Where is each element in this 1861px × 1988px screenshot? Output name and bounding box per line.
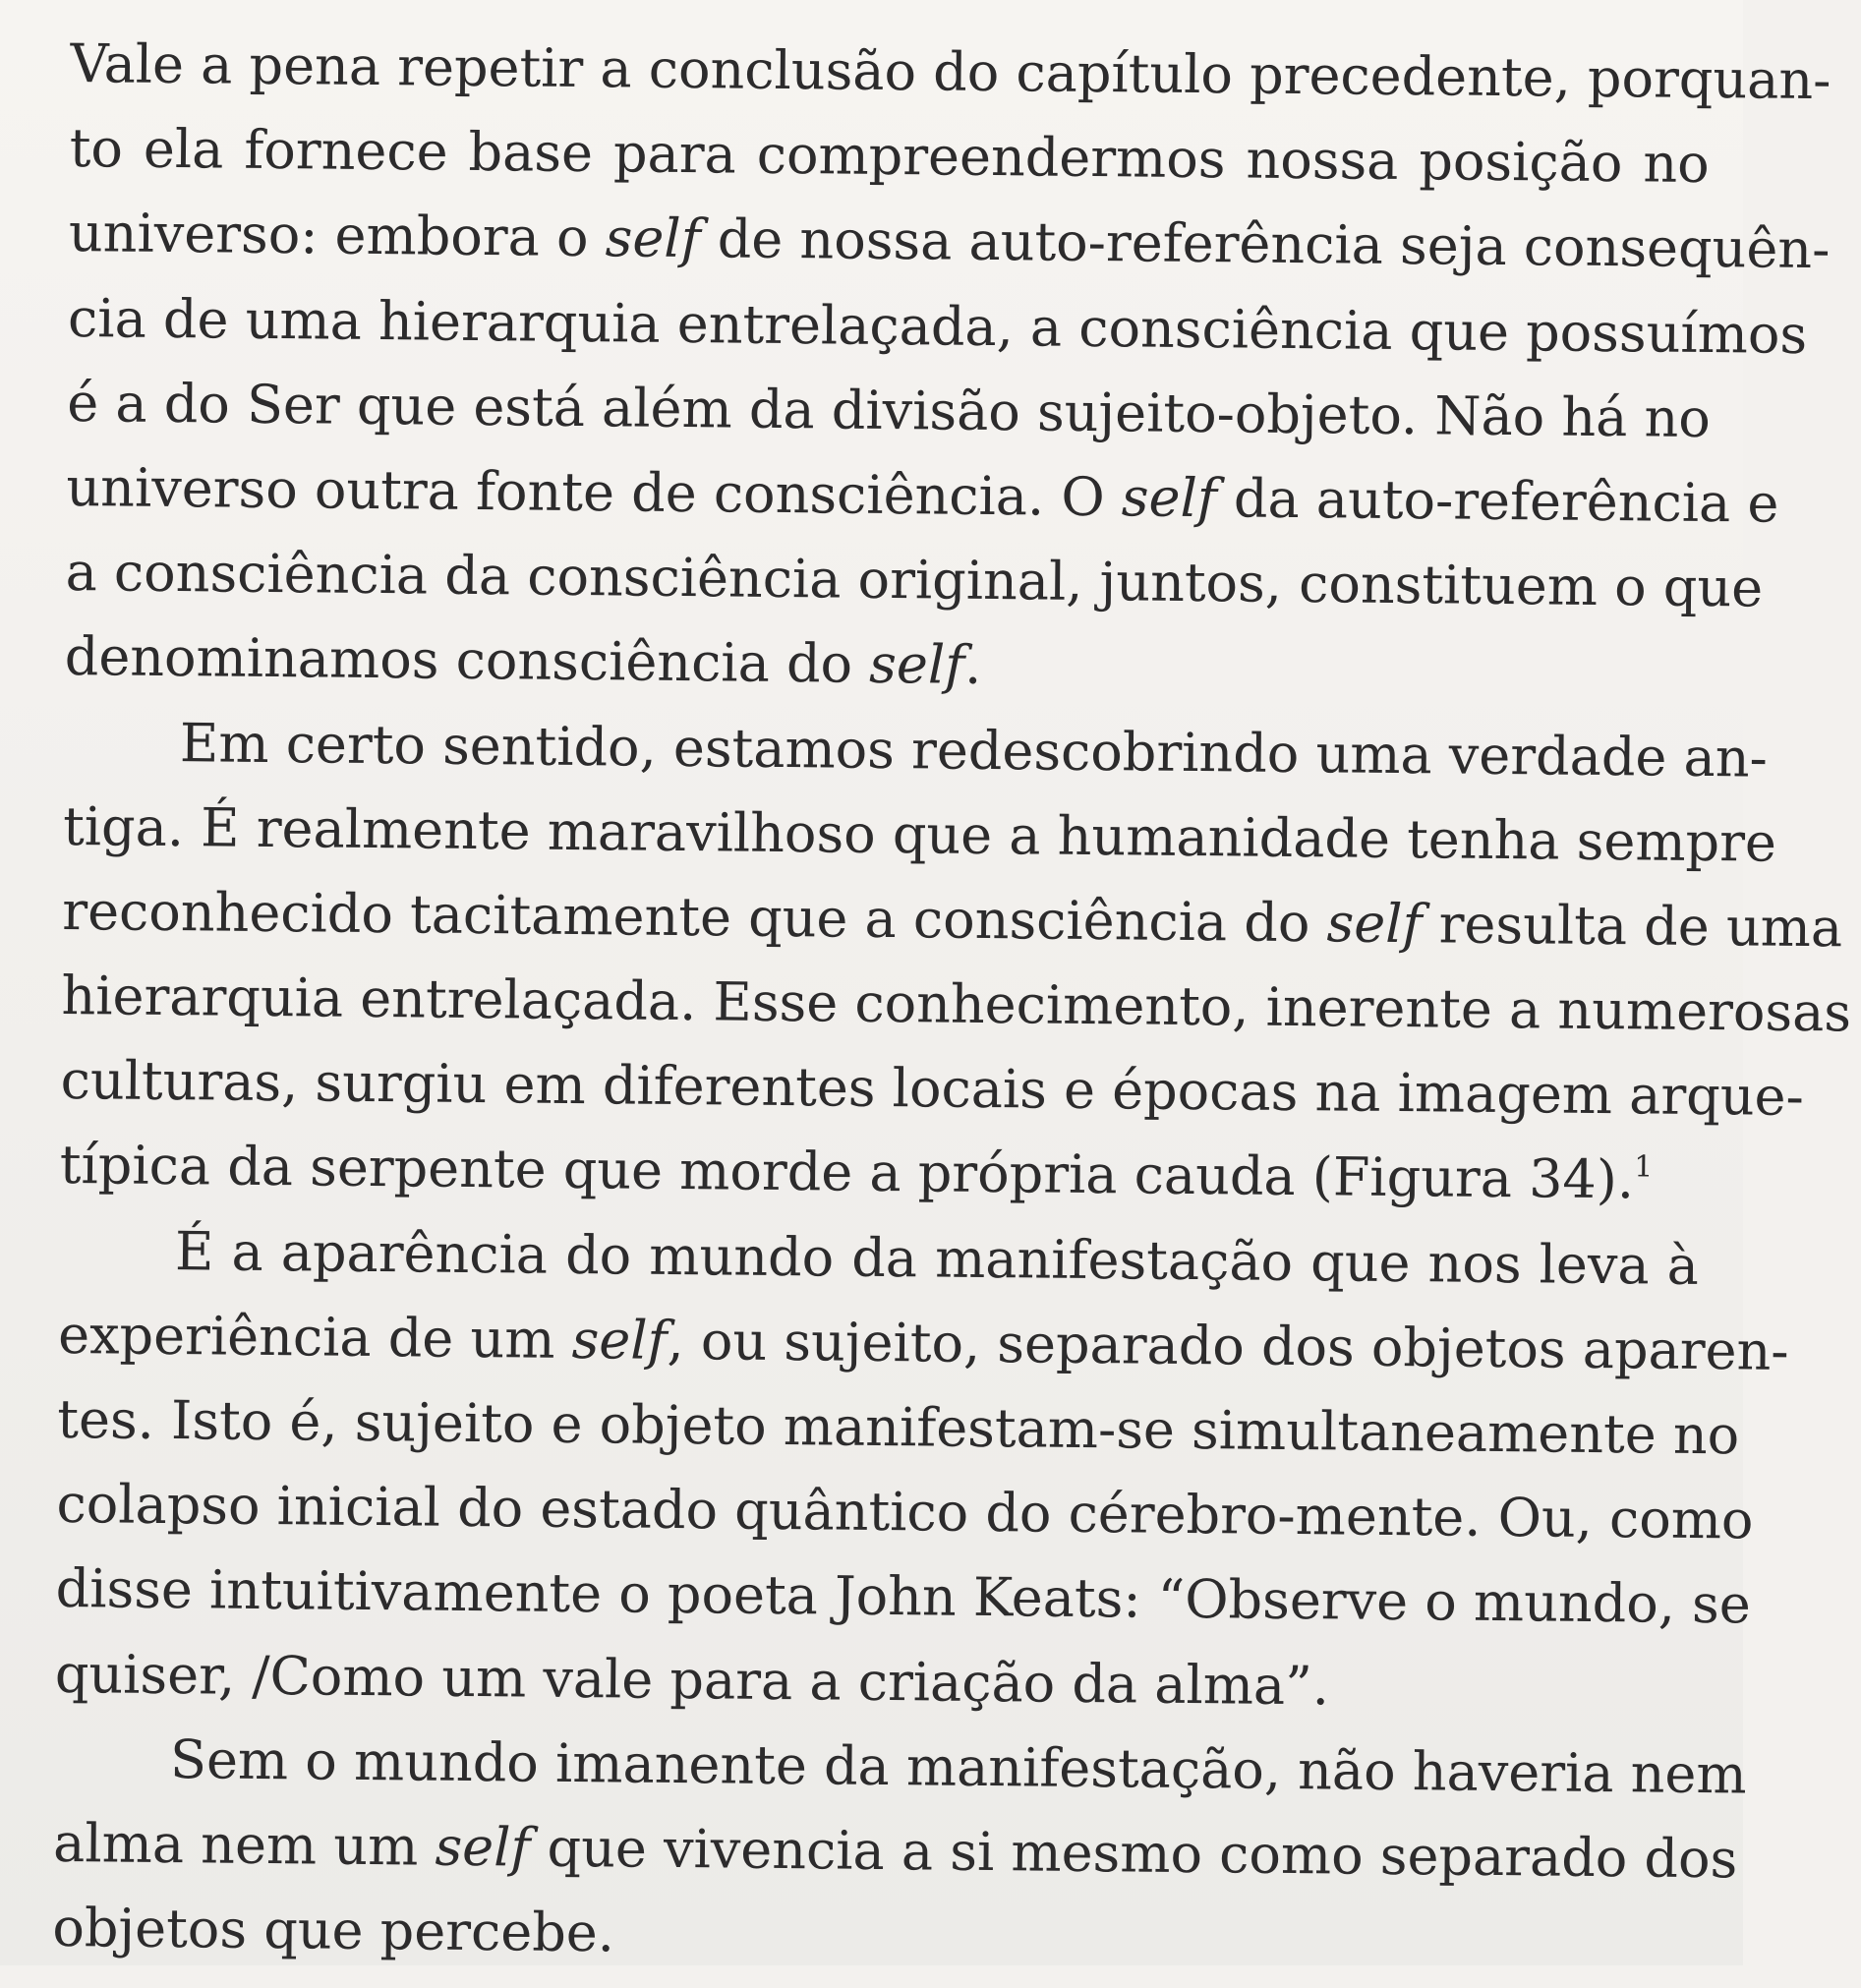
paragraph-4 [52,1717,1747,1987]
text-line: culturas, surgiu em diferentes locais e épocas na imagem arque- [60,1049,1805,1129]
footnote-ref: 1 [1634,1149,1654,1185]
text-line: É a aparência do mundo da manifestação que nos leva à [174,1219,1700,1297]
italic-term: self [435,1815,531,1879]
text-line: alma nem um self que vivencia a si mesmo como separado dos [52,1811,1738,1891]
text-line: objetos que percebe. [52,1897,615,1964]
text-line: reconhecido tacitamente que a consciência do self resulta de uma [62,879,1843,960]
text-line: tiga. É realmente maravilhoso que a humanidade tenha sempre [62,794,1777,874]
italic-term: self [605,206,701,270]
text-line: hierarquia entrelaçada. Esse conhecimento, inerente a numerosas [61,965,1852,1044]
text-line: Em certo sentido, estamos redescobrindo uma verdade an- [179,711,1769,789]
text-line: a consciência da consciência original, juntos, constituem o que [65,541,1764,619]
text-line: universo: embora o self de nossa auto-referência seja consequên- [68,202,1831,281]
text-line: tes. Isto é, sujeito e objeto manifestam-se simultaneamente no [57,1387,1740,1467]
text-line: típica da serpente que morde a própria cauda (Figura 34).$^1$ [59,1134,1654,1211]
text-line: colapso inicial do estado quântico do cérebro-mente. Ou, como [56,1473,1754,1551]
text-line: experiência de um self, ou sujeito, separado dos objetos aparen- [57,1303,1789,1382]
text-line: Sem o mundo imanente da manifestação, não haveria nem [169,1727,1747,1806]
text-line: universo outra fonte de consciência. O self da auto-referência e [66,455,1779,535]
text-line: cia de uma hierarquia entrelaçada, a consciência que possuímos [67,286,1808,366]
paragraph-1 [64,22,1832,715]
italic-term: self [868,633,965,697]
text-line: é a do Ser que está além da divisão sujeito-objeto. Não há no [66,371,1712,449]
text-line: denominamos consciência do self. [64,625,982,697]
text-line: Vale a pena repetir a conclusão do capítulo precedente, porquan- [70,31,1832,112]
text-line: quiser, /Como um vale para a criação da alma”. [54,1642,1330,1717]
text-line: to ela fornece base para compreendermos nossa posição no [69,117,1710,196]
paragraph-3 [54,1208,1789,1732]
italic-term: self [571,1308,668,1372]
italic-term: self [1326,892,1423,956]
italic-term: self [1121,466,1218,530]
paragraph-2 [59,699,1852,1223]
body-text [52,22,1852,1986]
text-line: disse intuitivamente o poeta John Keats: “Observe o mundo, se [55,1557,1752,1636]
